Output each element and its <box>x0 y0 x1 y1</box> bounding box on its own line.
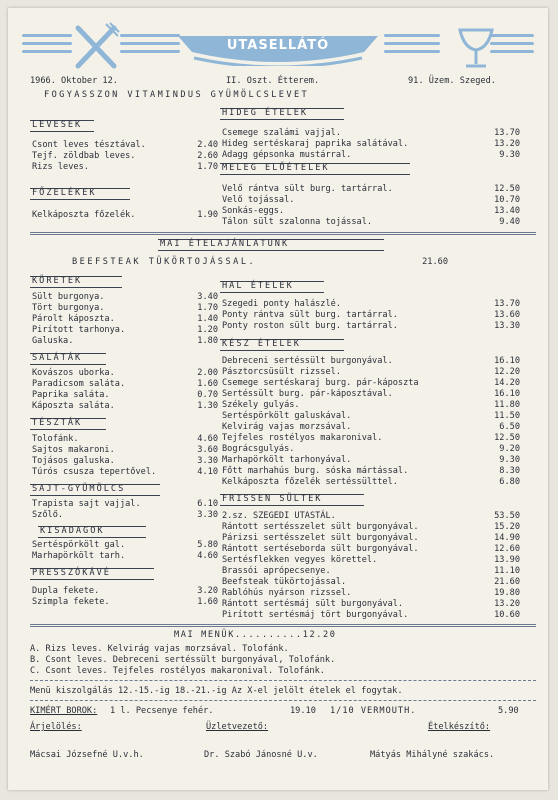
fresh-item-9: Rántott sertésmáj sült burgonyával. <box>222 599 404 609</box>
side-price-4: 1.20 <box>197 325 218 335</box>
ready-price-5: 11.80 <box>494 400 520 410</box>
ready-price-1: 16.10 <box>494 356 520 366</box>
warm-price-2: 10.70 <box>494 195 520 205</box>
daily-special-price: 21.60 <box>422 257 448 267</box>
cheese-price-1: 6.10 <box>197 499 218 509</box>
letterhead <box>8 12 548 70</box>
salad-price-3: 0.70 <box>197 390 218 400</box>
side-price-2: 1.70 <box>197 303 218 313</box>
pricing-label: Árjelölés: <box>30 722 82 732</box>
divider <box>30 624 536 627</box>
ready-price-7: 6.50 <box>499 422 520 432</box>
section-cheese: SAJT-GYÜMÖLCS <box>32 484 126 494</box>
fresh-price-8: 19.80 <box>494 588 520 598</box>
ready-item-3: Csemege sertéskaraj burg. pár-káposzta <box>222 378 419 388</box>
ready-price-2: 12.20 <box>494 367 520 377</box>
fresh-price-3: 14.90 <box>494 533 520 543</box>
ready-item-12: Kelkáposzta főzelék sertéssülttel. <box>222 477 398 487</box>
fish-item-2: Ponty rántva sült burg. tartárral. <box>222 310 398 320</box>
ready-item-1: Debreceni sertéssült burgonyával. <box>222 356 393 366</box>
brand-name: UTASELLÁTÓ <box>226 38 330 53</box>
coffee-item-1: Dupla fekete. <box>32 586 100 596</box>
daily-special-name: BEEFSTEAK TÜKÖRTOJÁSSAL. <box>72 257 257 267</box>
ready-price-10: 9.30 <box>499 455 520 465</box>
ready-item-4: Sertéssült burg. pár-káposztával. <box>222 389 393 399</box>
salad-price-1: 2.00 <box>197 368 218 378</box>
fresh-price-5: 13.90 <box>494 555 520 565</box>
pasta-price-3: 3.30 <box>197 456 218 466</box>
salad-price-2: 1.60 <box>197 379 218 389</box>
fork-knife-icon <box>72 22 120 70</box>
pasta-price-4: 4.10 <box>197 467 218 477</box>
pasta-item-4: Túrós csusza tepertővel. <box>32 467 157 477</box>
soup-item-2: Tejf. zöldbab leves. <box>32 151 136 161</box>
section-soups: LEVESEK <box>32 120 83 130</box>
soup-price-3: 1.70 <box>197 162 218 172</box>
promo-line: FOGYASSZON VITAMINDUS GYÜMÖLCSLEVET <box>44 90 310 100</box>
fish-price-2: 13.60 <box>494 310 520 320</box>
small-price-2: 4.60 <box>197 551 218 561</box>
pasta-price-2: 3.60 <box>197 445 218 455</box>
ready-item-2: Pásztorcsüsült rizssel. <box>222 367 341 377</box>
wine-item: 1 l. Pecsenye fehér. <box>110 706 214 716</box>
wine-label: KIMÉRT BOROK: <box>30 706 98 716</box>
fish-price-1: 13.70 <box>494 299 520 309</box>
side-item-5: Galuska. <box>32 336 74 346</box>
fish-price-3: 13.30 <box>494 321 520 331</box>
salad-item-3: Paprika saláta. <box>32 390 110 400</box>
cheese-item-2: Szőlő. <box>32 510 64 520</box>
warm-item-2: Velő tojással. <box>222 195 295 205</box>
section-coffee: PRESSZÓKÁVÉ <box>32 568 111 578</box>
cold-item-3: Adagg gépsonka mustárral. <box>222 150 352 160</box>
vegdish-price-1: 1.90 <box>197 210 218 220</box>
pasta-item-3: Tojásos galuska. <box>32 456 115 466</box>
soup-item-1: Csont leves tésztával. <box>32 140 146 150</box>
fresh-item-4: Rántott sertéseborda sült burgonyával. <box>222 544 419 554</box>
side-item-1: Sült burgonya. <box>32 292 105 302</box>
cheese-price-2: 3.30 <box>197 510 218 520</box>
side-price-3: 1.40 <box>197 314 218 324</box>
manager-name: Dr. Szabó Jánosné U.v. <box>204 750 318 760</box>
divider <box>30 680 536 681</box>
fresh-price-4: 12.60 <box>494 544 520 554</box>
service-notice: Menü kiszolgálás 12.-15.-ig 18.-21.-ig Az X-el jelölt ételek el fogytak. <box>30 686 403 696</box>
ready-price-6: 11.50 <box>494 411 520 421</box>
salad-item-2: Paradicsom saláta. <box>32 379 126 389</box>
ready-item-6: Sertéspörkölt galuskával. <box>222 411 352 421</box>
section-vegdish: FŐZELÉKEK <box>32 188 97 198</box>
fresh-item-1: 2.sz. SZEGEDI UTASTÁL. <box>222 511 336 521</box>
cheese-item-1: Trapista sajt vajjal. <box>32 499 141 509</box>
warm-item-3: Sonkás-eggs. <box>222 206 285 216</box>
cold-price-1: 13.70 <box>494 128 520 138</box>
small-item-2: Marhapörkölt tarh. <box>32 551 126 561</box>
ready-item-7: Kelvirág vajas morzsával. <box>222 422 352 432</box>
fresh-item-3: Párizsi sertésszelet sült burgonyával. <box>222 533 419 543</box>
fresh-price-10: 10.60 <box>494 610 520 620</box>
ready-item-10: Marhapörkölt tarhonyával. <box>222 455 352 465</box>
soup-price-1: 2.40 <box>197 140 218 150</box>
fresh-item-2: Rántott sertésszelet sült burgonyával. <box>222 522 419 532</box>
side-price-1: 3.40 <box>197 292 218 302</box>
section-fresh: FRISSEN SÜLTEK <box>222 494 323 504</box>
cold-price-2: 13.20 <box>494 139 520 149</box>
side-price-5: 1.80 <box>197 336 218 346</box>
menu-a: A. Rizs leves. Kelvirág vajas morzsával. Tolofánk. <box>30 644 289 654</box>
ready-item-8: Tejfeles rostélyos makaronival. <box>222 433 383 443</box>
section-small: KISADAGOK <box>40 526 105 536</box>
soup-item-3: Rizs leves. <box>32 162 89 172</box>
fish-item-3: Ponty roston sült burg. tartárral. <box>222 321 398 331</box>
coffee-price-2: 1.60 <box>197 597 218 607</box>
ready-price-3: 14.20 <box>494 378 520 388</box>
fresh-price-2: 15.20 <box>494 522 520 532</box>
ready-item-9: Bográcsgulyás. <box>222 444 295 454</box>
warm-price-4: 9.40 <box>499 217 520 227</box>
wine-price: 19.10 <box>290 706 316 716</box>
vermouth-item: 1/10 VERMOUTH. <box>330 706 417 716</box>
fresh-price-7: 21.60 <box>494 577 520 587</box>
menu-c: C. Csont leves. Tejfeles rostélyos makaronival. Tolofánk. <box>30 666 325 676</box>
salad-price-4: 1.30 <box>197 401 218 411</box>
menu-date: 1966. Oktober 12. <box>30 76 118 86</box>
salad-item-4: Káposzta saláta. <box>32 401 115 411</box>
fish-item-1: Szegedi ponty halászlé. <box>222 299 341 309</box>
ready-item-5: Székely gulyás. <box>222 400 300 410</box>
soup-price-2: 2.60 <box>197 151 218 161</box>
fresh-price-9: 13.20 <box>494 599 520 609</box>
pricing-name: Mácsai Józsefné U.v.h. <box>30 750 144 760</box>
ready-price-11: 8.30 <box>499 466 520 476</box>
section-salads: SALÁTÁK <box>32 353 83 363</box>
section-pasta: TÉSZTÁK <box>32 418 83 428</box>
pasta-price-1: 4.60 <box>197 434 218 444</box>
vermouth-price: 5.90 <box>498 706 519 716</box>
section-ready: KÉSZ ÉTELEK <box>222 339 301 349</box>
divider <box>30 700 536 701</box>
menu-sheet <box>8 8 548 790</box>
manager-label: Üzletvezető: <box>206 722 269 732</box>
section-menus: MAI MENÜK..........12.20 <box>174 630 337 640</box>
fresh-item-8: Rablóhús nyárson rizssel. <box>222 588 352 598</box>
fresh-price-1: 53.50 <box>494 511 520 521</box>
warm-item-4: Tálon sült szalonna tojással. <box>222 217 373 227</box>
section-sides: KÖRETEK <box>32 276 83 286</box>
small-price-1: 5.80 <box>197 540 218 550</box>
coffee-item-2: Szimpla fekete. <box>32 597 110 607</box>
menu-b: B. Csont leves. Debreceni sertéssült burgonyával, Tolofánk. <box>30 655 336 665</box>
pasta-item-2: Sajtos makaroni. <box>32 445 115 455</box>
side-item-3: Párolt káposzta. <box>32 314 115 324</box>
warm-price-3: 13.40 <box>494 206 520 216</box>
divider <box>30 232 536 235</box>
wine-glass-icon <box>456 26 496 70</box>
section-fish: HAL ÉTELEK <box>222 281 294 291</box>
pasta-item-1: Tolofánk. <box>32 434 79 444</box>
fresh-item-10: Pirított sertésmáj tört burgonyával. <box>222 610 409 620</box>
cold-item-2: Hideg sertéskaraj paprika salátával. <box>222 139 409 149</box>
salad-item-1: Kovászos uborka. <box>32 368 115 378</box>
fresh-item-6: Brassói aprópecsenye. <box>222 566 331 576</box>
chef-name: Mátyás Mihályné szakács. <box>370 750 495 760</box>
ready-item-11: Főtt marhahús burg. sóska mártással. <box>222 466 409 476</box>
fresh-price-6: 11.10 <box>494 566 520 576</box>
ready-price-8: 12.50 <box>494 433 520 443</box>
chef-label: Ételkészítő: <box>428 722 491 732</box>
section-daily: MAI ÉTELAJÁNLATUNK <box>160 239 290 249</box>
unit-location: 91. Üzem. Szeged. <box>408 76 496 86</box>
coffee-price-1: 3.20 <box>197 586 218 596</box>
dining-hall: II. Oszt. Étterem. <box>226 76 320 86</box>
small-item-1: Sertéspörkölt gal. <box>32 540 126 550</box>
vegdish-item-1: Kelkáposzta főzelék. <box>32 210 136 220</box>
fresh-item-7: Beefsteak tükörtojással. <box>222 577 347 587</box>
warm-item-1: Velő rántva sült burg. tartárral. <box>222 184 393 194</box>
warm-price-1: 12.50 <box>494 184 520 194</box>
side-item-2: Tört burgonya. <box>32 303 105 313</box>
ready-price-12: 6.80 <box>499 477 520 487</box>
ready-price-4: 16.10 <box>494 389 520 399</box>
fresh-item-5: Sertésflekken vegyes körettel. <box>222 555 378 565</box>
section-cold: HIDEG ÉTELEK <box>222 108 309 118</box>
cold-price-3: 9.30 <box>499 150 520 160</box>
side-item-4: Pirított tarhonya. <box>32 325 126 335</box>
cold-item-1: Csemege szalámi vajjal. <box>222 128 341 138</box>
ready-price-9: 9.20 <box>499 444 520 454</box>
section-warm: MELEG ELŐÉTELEK <box>222 163 330 173</box>
